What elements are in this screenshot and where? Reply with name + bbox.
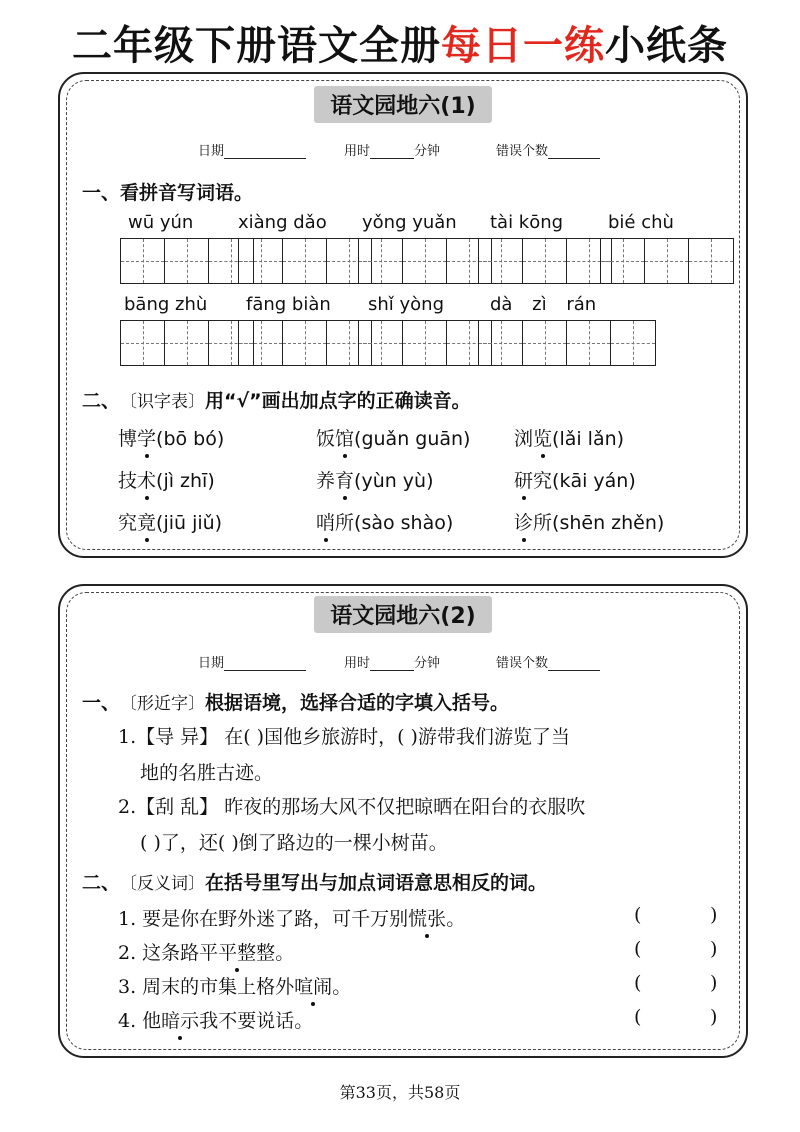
question-1-heading: 一、看拼音写词语。 <box>82 182 254 204</box>
pinyin-label: shǐ yòng <box>368 294 445 315</box>
writing-grid[interactable] <box>238 238 372 284</box>
writing-grid[interactable] <box>358 320 492 366</box>
exercise-card-1: 语文园地六(1) 日期 用时 分钟 错误个数 <box>58 72 748 558</box>
pinyin-label: bié chù <box>608 212 674 233</box>
writing-grid[interactable] <box>120 238 254 284</box>
antonym-line: 4. 他暗示我不要说话。 <box>118 1006 313 1033</box>
reading-item: 养育(yùn yù) <box>316 466 434 493</box>
answer-paren-open[interactable]: ( <box>634 938 642 960</box>
reading-item: 研究(kāi yán) <box>514 466 636 493</box>
antonym-line: 1. 要是你在野外迷了路，可千万别慌张。 <box>118 904 465 931</box>
question-2-heading: 二、〔识字表〕用“√”画出加点字的正确读音。 <box>82 390 471 412</box>
pinyin-label: yǒng yuǎn <box>362 212 457 233</box>
reading-item: 技术(jì zhī) <box>118 466 215 493</box>
pinyin-label: tài kōng <box>490 212 564 233</box>
antonym-line: 3. 周末的市集上格外喧闹。 <box>118 972 351 999</box>
answer-paren-close: ) <box>710 938 718 960</box>
writing-grid[interactable] <box>600 238 734 284</box>
reading-item: 诊所(shēn zhěn) <box>514 508 664 535</box>
question-1-heading: 一、〔形近字〕根据语境，选择合适的字填入括号。 <box>82 692 510 714</box>
page-footer: 第33页，共58页 <box>339 1083 461 1102</box>
antonym-line: 2. 这条路平平整整。 <box>118 938 294 965</box>
card-title: 语文园地六(2) <box>60 596 746 633</box>
writing-grid[interactable] <box>478 320 656 366</box>
answer-paren-open[interactable]: ( <box>634 972 642 994</box>
card-title: 语文园地六(1) <box>60 86 746 123</box>
answer-paren-close: ) <box>710 972 718 994</box>
answer-paren-close: ) <box>710 904 718 926</box>
question-2-heading: 二、〔反义词〕在括号里写出与加点词语意思相反的词。 <box>82 872 548 894</box>
exercise-card-2: 语文园地六(2) 日期 用时 分钟 错误个数 <box>58 584 748 1058</box>
sentence-line: ( )了，还( )倒了路边的一棵小树苗。 <box>140 832 448 854</box>
writing-grid[interactable] <box>478 238 612 284</box>
reading-item: 浏览(lǎi lǎn) <box>514 424 624 451</box>
writing-grid[interactable] <box>238 320 372 366</box>
answer-paren-open[interactable]: ( <box>634 904 642 926</box>
reading-item: 博学(bō bó) <box>118 424 224 451</box>
pinyin-label: dà zì rán <box>490 294 597 315</box>
pinyin-label: wū yún <box>128 212 194 233</box>
answer-paren-open[interactable]: ( <box>634 1006 642 1028</box>
page-title: 二年级下册语文全册每日一练小纸条 <box>72 23 728 69</box>
reading-item: 哨所(sào shào) <box>316 508 453 535</box>
writing-grid[interactable] <box>358 238 492 284</box>
pinyin-label: fāng biàn <box>246 294 331 315</box>
writing-grid[interactable] <box>120 320 254 366</box>
sentence-line: 2.【刮 乱】 昨夜的那场大风不仅把晾晒在阳台的衣服吹 <box>118 796 586 818</box>
answer-paren-close: ) <box>710 1006 718 1028</box>
pinyin-label: bāng zhù <box>124 294 208 315</box>
sentence-line: 1.【导 异】 在( )国他乡旅游时，( )游带我们游览了当 <box>118 726 570 748</box>
reading-item: 饭馆(guǎn guān) <box>316 424 470 451</box>
pinyin-label: xiàng dǎo <box>238 212 327 233</box>
reading-item: 究竟(jiū jiǔ) <box>118 508 222 535</box>
sentence-line: 地的名胜古迹。 <box>140 762 274 784</box>
